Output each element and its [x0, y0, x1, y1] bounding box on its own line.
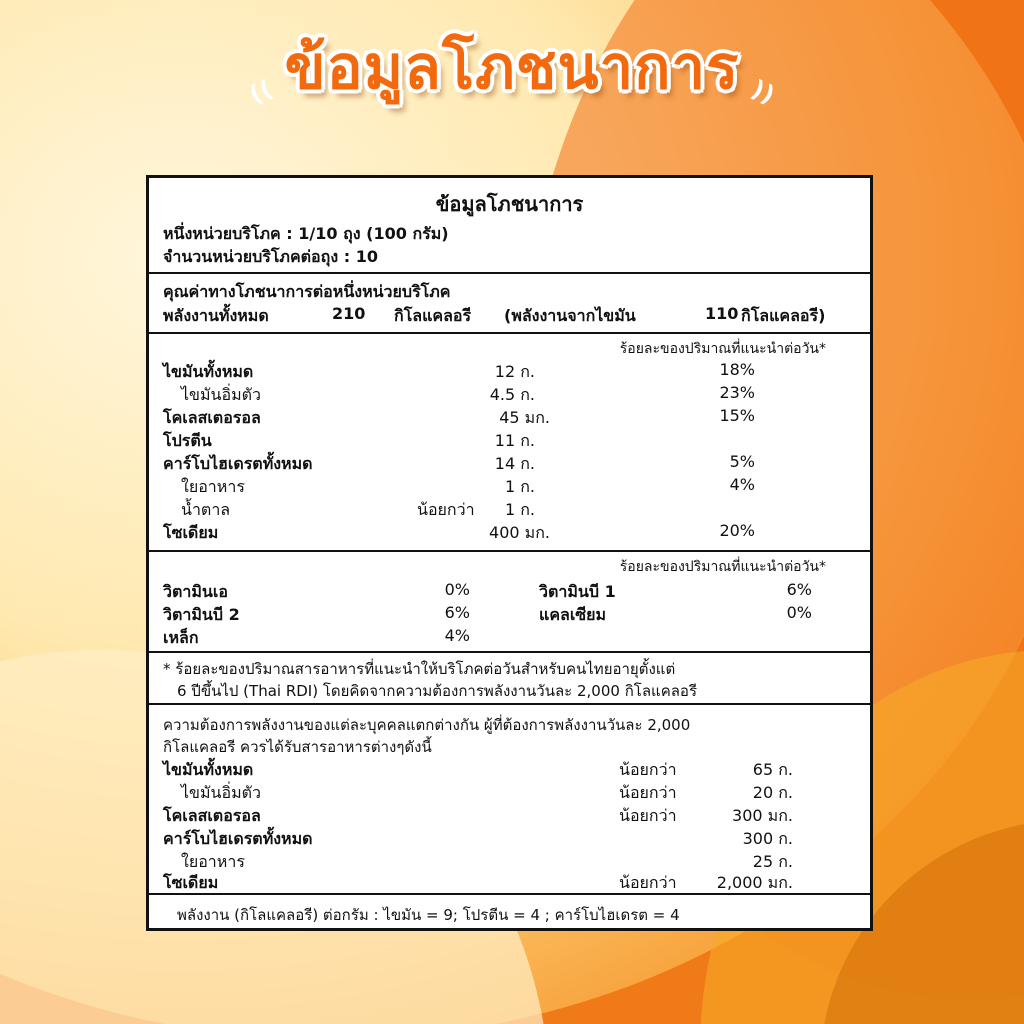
- limit-amount: 300 ก.: [742, 829, 793, 848]
- limit-name: ไขมันอิ่มตัว: [181, 783, 261, 802]
- serving-size: หนึ่งหน่วยบริโภค : 1/10 ถุง (100 กรัม): [163, 224, 449, 243]
- nutrient-name: โคเลสเตอรอล: [163, 408, 261, 427]
- limit-qualifier: น้อยกว่า: [619, 806, 677, 825]
- nutrient-percent: 5%: [729, 452, 755, 471]
- energy-from-fat-unit: กิโลแคลอรี): [741, 306, 826, 325]
- energy-conversion-section: [149, 893, 870, 928]
- energy-unit: กิโลแคลอรี: [394, 306, 472, 325]
- nutrient-name: โปรตีน: [163, 431, 212, 450]
- percent-heading: ร้อยละของปริมาณที่แนะนำต่อวัน*: [619, 341, 826, 357]
- vitamin-name: วิตามินเอ: [163, 582, 228, 601]
- nutrient-percent: 18%: [719, 360, 755, 379]
- headline-title: ข้อมูลโภชนาการ: [284, 33, 740, 103]
- nutrient-amount: 400 มก.: [489, 523, 550, 542]
- limit-qualifier: น้อยกว่า: [619, 760, 677, 779]
- energy-value: 210: [332, 304, 366, 323]
- nutrient-qualifier: น้อยกว่า: [417, 500, 475, 519]
- nutrient-name: โซเดียม: [163, 523, 219, 542]
- limit-name: คาร์โบไฮเดรตทั้งหมด: [163, 829, 313, 848]
- vitamin-name: เหล็ก: [163, 628, 199, 647]
- nutrient-percent: 20%: [719, 521, 755, 540]
- energy-from-fat-label: (พลังงานจากไขมัน: [504, 306, 636, 325]
- limit-name: โคเลสเตอรอล: [163, 806, 261, 825]
- vitamin-percent: 0%: [786, 603, 812, 622]
- limit-qualifier: น้อยกว่า: [619, 873, 677, 892]
- daily-needs-section: [149, 703, 870, 895]
- limit-name: ไขมันทั้งหมด: [163, 760, 254, 779]
- label-title: ข้อมูลโภชนาการ: [435, 192, 584, 216]
- energy-label: พลังงานทั้งหมด: [163, 306, 269, 325]
- footnote-line-2: 6 ปีขึ้นไป (Thai RDI) โดยคิดจากความต้องการพลังงานวันละ 2,000 กิโลแคลอรี: [177, 682, 697, 700]
- nutrient-percent: 23%: [719, 383, 755, 402]
- rdi-footnote: [149, 651, 870, 705]
- nutrient-percent: 4%: [729, 475, 755, 494]
- energy-from-fat-value: 110: [705, 304, 739, 323]
- vitamin-name: วิตามินบี 1: [539, 582, 616, 601]
- nutrient-percent: 15%: [719, 406, 755, 425]
- nutrients-section: [149, 332, 870, 552]
- limit-qualifier: น้อยกว่า: [619, 783, 677, 802]
- energy-conversion: พลังงาน (กิโลแคลอรี) ต่อกรัม : ไขมัน = 9; โปรตีน = 4 ; คาร์โบไฮเดรต = 4: [177, 906, 680, 924]
- limit-amount: 25 ก.: [752, 852, 793, 871]
- limit-amount: 300 มก.: [732, 806, 793, 825]
- headline-sparkle-left: ((: [245, 74, 277, 110]
- vitamin-percent: 6%: [786, 580, 812, 599]
- label-header: [149, 178, 870, 274]
- nutrient-amount: 14 ก.: [494, 454, 535, 473]
- energy-section: [149, 272, 870, 334]
- nutrient-name: ใยอาหาร: [181, 477, 245, 496]
- vitamins-percent-heading: ร้อยละของปริมาณที่แนะนำต่อวัน*: [619, 559, 826, 575]
- nutrient-name: น้ำตาล: [181, 500, 231, 519]
- headline-sparkle-right: )): [747, 74, 779, 110]
- vitamin-percent: 4%: [444, 626, 470, 645]
- nutrient-amount: 4.5 ก.: [489, 385, 535, 404]
- nutrient-amount: 45 มก.: [499, 408, 550, 427]
- limit-name: ใยอาหาร: [181, 852, 245, 871]
- vitamin-name: แคลเซียม: [539, 605, 607, 624]
- nutrient-amount: 11 ก.: [494, 431, 535, 450]
- needs-line-2: กิโลแคลอรี ควรได้รับสารอาหารต่างๆดังนี้: [163, 738, 432, 756]
- vitamins-section: [149, 550, 870, 653]
- limit-amount: 65 ก.: [752, 760, 793, 779]
- nutrient-name: ไขมันทั้งหมด: [163, 362, 254, 381]
- per-serving-heading: คุณค่าทางโภชนาการต่อหนึ่งหน่วยบริโภค: [163, 282, 451, 301]
- vitamin-name: วิตามินบี 2: [163, 605, 240, 624]
- nutrient-amount: 1 ก.: [504, 477, 535, 496]
- nutrition-facts-panel: [146, 175, 873, 931]
- nutrient-name: ไขมันอิ่มตัว: [181, 385, 261, 404]
- nutrient-amount: 1 ก.: [504, 500, 535, 519]
- limit-amount: 2,000 มก.: [716, 873, 793, 892]
- footnote-line-1: * ร้อยละของปริมาณสารอาหารที่แนะนำให้บริโภคต่อวันสำหรับคนไทยอายุตั้งแต่: [163, 660, 676, 678]
- nutrient-name: คาร์โบไฮเดรตทั้งหมด: [163, 454, 313, 473]
- servings-per-pack: จำนวนหน่วยบริโภคต่อถุง : 10: [163, 247, 378, 266]
- vitamin-percent: 0%: [444, 580, 470, 599]
- limit-amount: 20 ก.: [752, 783, 793, 802]
- nutrient-amount: 12 ก.: [494, 362, 535, 381]
- needs-line-1: ความต้องการพลังงานของแต่ละบุคคลแตกต่างกัน ผู้ที่ต้องการพลังงานวันละ 2,000: [163, 716, 691, 734]
- limit-name: โซเดียม: [163, 873, 219, 892]
- vitamin-percent: 6%: [444, 603, 470, 622]
